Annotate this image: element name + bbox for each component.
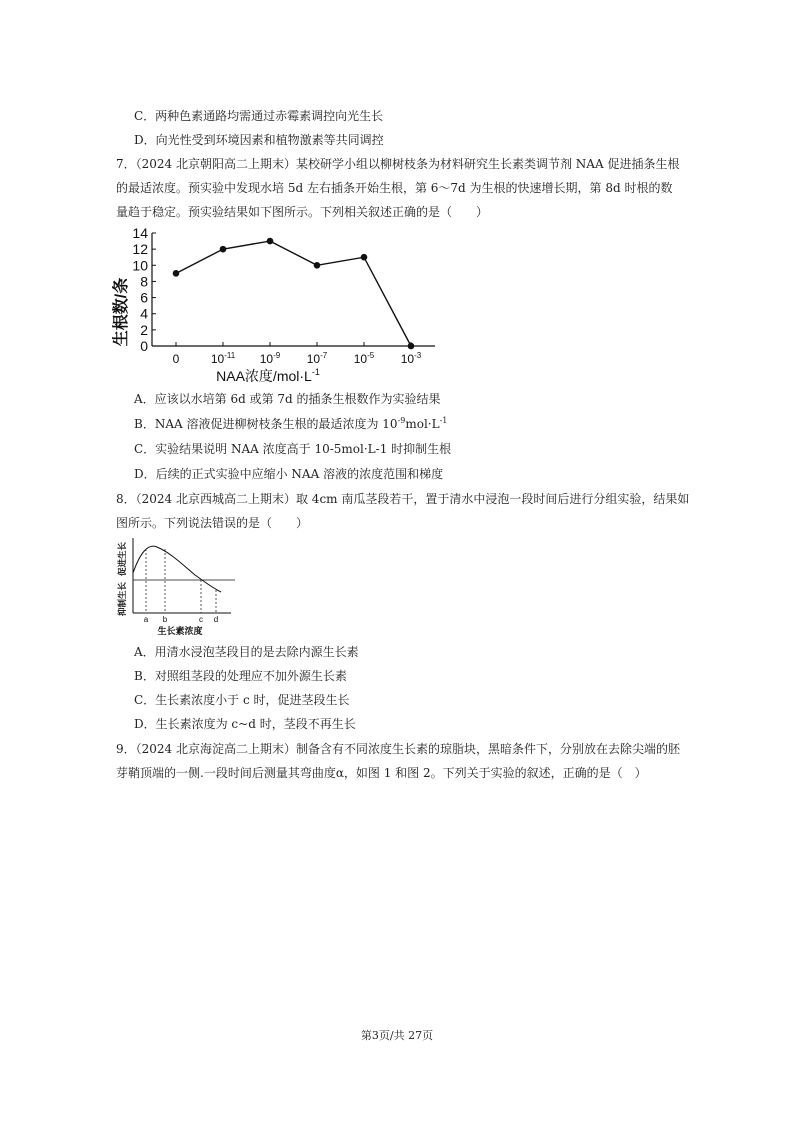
y-tick-label: 6	[140, 289, 148, 306]
point-label-b: b	[162, 615, 168, 624]
q7-stem-line1: 7．（2024 北京朝阳高二上期末）某校研学小组以柳树枝条为材料研究生长素类调节剂 NAA 促进插条生根	[116, 157, 680, 171]
y-label-promote: 促进生长	[117, 541, 127, 577]
x-tick-label: $10^{-11}$	[210, 351, 236, 366]
data-point	[267, 238, 274, 245]
q7-option-c: C．实验结果说明 NAA 浓度高于 10-5mol·L-1 时抑制生根	[134, 442, 452, 456]
y-tick-label: 12	[132, 241, 148, 258]
q7-option-d: D．后续的正式实验中应缩小 NAA 溶液的浓度范围和梯度	[134, 467, 444, 481]
y-tick-label: 8	[140, 273, 148, 290]
q7-stem-line3: 量趋于稳定。预实验结果如下图所示。下列相关叙述正确的是（ ）	[116, 205, 489, 219]
data-point	[408, 343, 415, 350]
x-tick-label: $10^{-5}$	[353, 351, 375, 366]
q7-option-a: A．应该以水培第 6d 或第 7d 的插条生根数作为实验结果	[134, 392, 441, 406]
data-point	[173, 270, 180, 277]
y-tick-label: 0	[140, 338, 148, 354]
q9-stem-line2: 芽鞘顶端的一侧.一段时间后测量其弯曲度α，如图 1 和图 2。下列关于实验的叙述，正确的是（ ）	[116, 766, 647, 780]
y-tick-label: 4	[140, 305, 148, 322]
q7-option-b: B．NAA 溶液促进柳树枝条生根的最适浓度为 $10^{-9}mol\cdot L^{-1}$	[134, 416, 448, 431]
q8-option-b: B．对照组茎段的处理应不加外源生长素	[134, 669, 347, 683]
data-point	[220, 246, 227, 253]
q8-stem-line1: 8．（2024 北京西城高二上期末）取 4cm 南瓜茎段若干，置于清水中浸泡一段时间后进行分组实验，结果如	[116, 492, 690, 506]
y-tick-label: 10	[132, 257, 148, 274]
y-axis-label: 生根数/条	[113, 277, 130, 347]
x-tick-label: $10^{-3}$	[400, 351, 422, 366]
data-point	[314, 262, 321, 269]
x-axis-label: 生长素浓度	[157, 626, 203, 636]
q8-option-d: D．生长素浓度为 c~d 时，茎段不再生长	[134, 717, 356, 731]
q7-stem-line2: 的最适浓度。预实验中发现水培 5d 左右插条开始生根，第 6～7d 为生根的快速增长期，第 8d 时根的数	[116, 181, 673, 195]
point-label-c: c	[199, 615, 203, 624]
q6-option-c: C．两种色素通路均需通过赤霉素调控向光生长	[134, 109, 384, 123]
series-line	[176, 241, 411, 346]
q8-option-c: C．生长素浓度小于 c 时，促进茎段生长	[134, 693, 350, 707]
data-point	[361, 254, 368, 261]
x-tick-label: $10^{-9}$	[259, 351, 281, 366]
q9-stem-line1: 9．（2024 北京海淀高二上期末）制备含有不同浓度生长素的琼脂块，黑暗条件下，分别放在去除尖端的胚	[116, 742, 680, 756]
x-axis-label: NAA浓度$/mol\cdot L^{-1}$	[216, 367, 320, 384]
q8-chart	[113, 535, 243, 640]
y-tick-label: 2	[140, 321, 148, 338]
x-tick-label: 0	[172, 352, 180, 366]
q8-option-a: A．用清水浸泡茎段目的是去除内源生长素	[134, 645, 359, 659]
q6-option-d: D．向光性受到环境因素和植物激素等共同调控	[134, 133, 384, 147]
x-tick-label: $10^{-7}$	[306, 351, 328, 366]
y-tick-label: 14	[132, 225, 148, 241]
y-label-inhibit: 抑制生长	[117, 581, 127, 617]
point-label-d: d	[213, 615, 219, 624]
q7-chart	[100, 222, 450, 387]
page-footer: 第3页/共 27页	[360, 1029, 434, 1042]
q8-stem-line2: 图所示。下列说法错误的是（ ）	[116, 516, 309, 530]
point-label-a: a	[143, 615, 149, 624]
